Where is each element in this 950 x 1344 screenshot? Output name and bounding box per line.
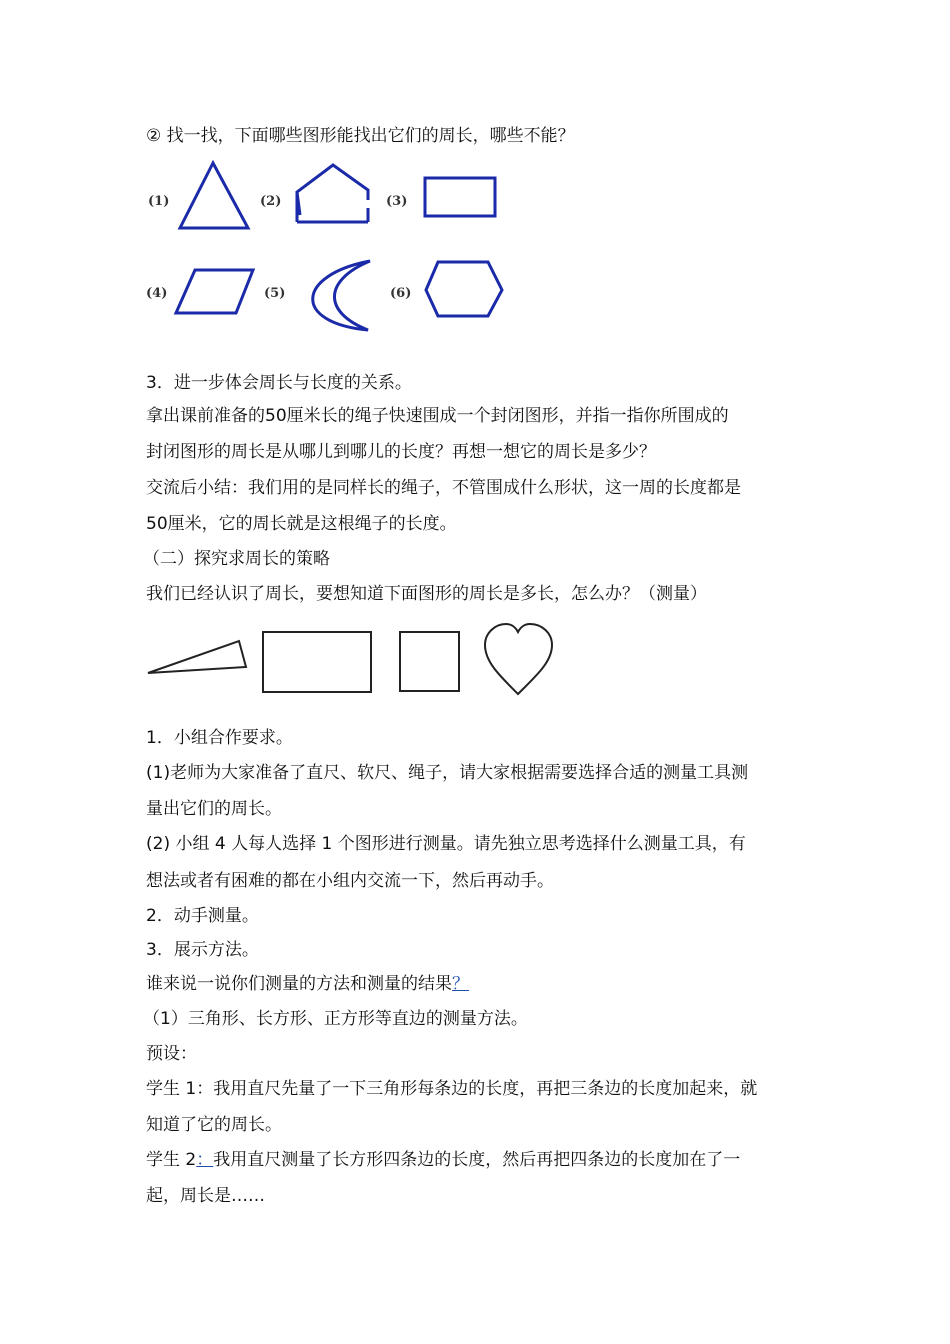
parallelogram-shape: [176, 270, 253, 313]
section-2-heading: （二）探究求周长的策略: [143, 549, 330, 569]
shape-label-6: (6): [390, 286, 412, 301]
ask-question: [146, 973, 469, 995]
ask-text: 谁来说一说你们测量的方法和测量的结果: [146, 974, 452, 994]
step-3: 3．展示方法。: [146, 940, 259, 960]
crescent-shape: [313, 261, 370, 330]
preset-label: 预设：: [146, 1044, 197, 1064]
step-2: 2．动手测量。: [146, 906, 259, 926]
group-requirements-title: 1．小组合作要求。: [146, 728, 293, 748]
shape-label-5: (5): [264, 286, 286, 301]
shape-label-3: (3): [386, 194, 408, 209]
student-2-prefix: 学生 2: [146, 1150, 197, 1170]
section-3-title: 3．进一步体会周长与长度的关系。: [146, 373, 412, 393]
triangle-shape: [180, 163, 248, 228]
student-2-line-1: [146, 1149, 740, 1171]
ask-question-mark: ？: [452, 974, 469, 994]
shape-label-2: (2): [260, 194, 282, 209]
hexagon-shape: [426, 262, 502, 316]
student-2-text: 我用直尺测量了长方形四条边的长度，然后再把四条边的长度加在了一: [213, 1150, 741, 1170]
student-2-colon: ：: [196, 1150, 214, 1170]
rope-instruction-line-2: 封闭图形的周长是从哪儿到哪儿的长度？再想一想它的周长是多少？: [146, 442, 656, 462]
student-1-line-1: 学生 1：我用直尺先量了一下三角形每条边的长度，再把三条边的长度加起来，就: [146, 1079, 758, 1099]
requirement-2-line-1: (2) 小组 4 人每人选择 1 个图形进行测量。请先独立思考选择什么测量工具，有: [146, 834, 746, 854]
measure-square-shape: [400, 632, 459, 691]
thin-triangle-shape: [148, 641, 246, 673]
heart-shape: [485, 624, 552, 694]
find-heading: ② 找一找，下面哪些图形能找出它们的周长，哪些不能？: [146, 126, 575, 146]
rectangle-shape: [425, 178, 495, 216]
rope-instruction-line-1: 拿出课前准备的50厘米长的绳子快速围成一个封闭图形，并指一指你所围成的: [146, 406, 729, 426]
student-1-line-2: 知道了它的周长。: [146, 1115, 282, 1135]
shape-label-4: (4): [146, 286, 168, 301]
measure-rectangle-shape: [263, 632, 371, 692]
summary-line-2: 50厘米，它的周长就是这根绳子的长度。: [146, 514, 457, 534]
shape-label-1: (1): [148, 194, 170, 209]
requirement-1-line-2: 量出它们的周长。: [146, 799, 282, 819]
method-1: （1）三角形、长方形、正方形等直边的测量方法。: [143, 1009, 528, 1029]
section-2-intro: 我们已经认识了周长，要想知道下面图形的周长是多长，怎么办？（测量）: [146, 584, 707, 604]
requirement-2-line-2: 想法或者有困难的都在小组内交流一下，然后再动手。: [146, 871, 554, 891]
student-2-line-2: 起，周长是……: [146, 1186, 265, 1206]
summary-line-1: 交流后小结：我们用的是同样长的绳子，不管围成什么形状，这一周的长度都是: [146, 478, 741, 498]
open-pentagon-shape: [297, 165, 368, 215]
requirement-1-line-1: (1)老师为大家准备了直尺、软尺、绳子，请大家根据需要选择合适的测量工具测: [146, 763, 749, 783]
